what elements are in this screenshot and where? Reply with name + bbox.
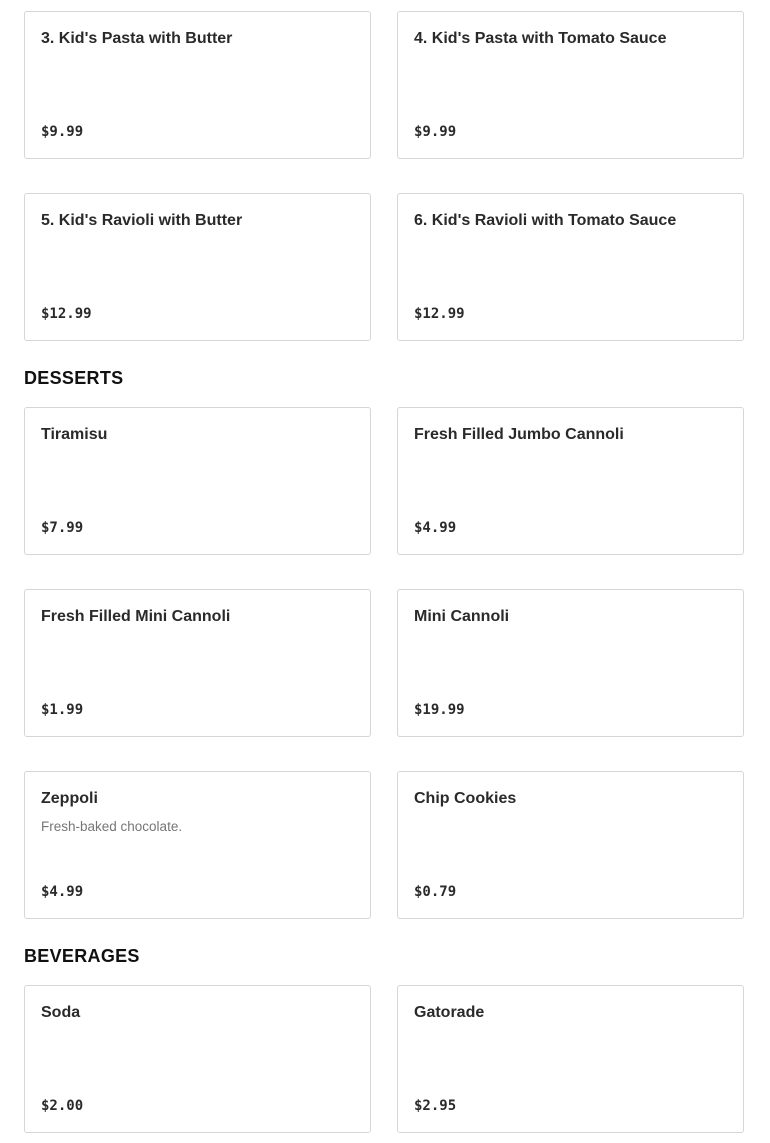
- menu-item-card[interactable]: [24, 985, 371, 1133]
- menu-item-description: Fresh-baked chocolate.: [41, 819, 183, 834]
- menu-item-price: $1.99: [41, 702, 84, 718]
- menu-item-name: 3. Kid's Pasta with Butter: [41, 30, 233, 47]
- menu-item-price: $9.99: [41, 124, 84, 140]
- menu-item-price: $0.79: [414, 884, 457, 900]
- menu-item-card[interactable]: [397, 589, 744, 737]
- menu-item-name: Chip Cookies: [414, 790, 517, 807]
- menu-item-name: 4. Kid's Pasta with Tomato Sauce: [414, 30, 667, 47]
- menu-item-name: Tiramisu: [41, 426, 108, 443]
- menu-item-price: $4.99: [414, 520, 457, 536]
- menu-item-card[interactable]: [24, 589, 371, 737]
- menu-item-name: Mini Cannoli: [414, 608, 510, 625]
- menu-item-card[interactable]: [24, 771, 371, 919]
- menu-item-price: $2.00: [41, 1098, 84, 1114]
- menu-item-name: Fresh Filled Jumbo Cannoli: [414, 426, 624, 443]
- menu-item-name: 5. Kid's Ravioli with Butter: [41, 212, 243, 229]
- section-title-beverages: BEVERAGES: [24, 946, 140, 966]
- menu-item-card[interactable]: [24, 193, 371, 341]
- menu-item-price: $12.99: [414, 306, 465, 322]
- menu-item-name: Soda: [41, 1004, 81, 1021]
- menu-item-name: Gatorade: [414, 1004, 485, 1021]
- menu-item-card[interactable]: [397, 985, 744, 1133]
- menu-item-price: $4.99: [41, 884, 84, 900]
- menu-item-card[interactable]: [397, 11, 744, 159]
- menu-item-card[interactable]: [24, 407, 371, 555]
- menu-item-price: $12.99: [41, 306, 92, 322]
- section-title-desserts: DESSERTS: [24, 368, 124, 388]
- menu-item-name: Fresh Filled Mini Cannoli: [41, 608, 231, 625]
- menu-item-price: $9.99: [414, 124, 457, 140]
- menu-item-price: $2.95: [414, 1098, 457, 1114]
- menu-item-name: Zeppoli: [41, 790, 98, 807]
- menu-item-name: 6. Kid's Ravioli with Tomato Sauce: [414, 212, 677, 229]
- menu-item-price: $19.99: [414, 702, 465, 718]
- menu-item-card[interactable]: [397, 771, 744, 919]
- menu-item-price: $7.99: [41, 520, 84, 536]
- menu-item-card[interactable]: [397, 407, 744, 555]
- menu-item-card[interactable]: [24, 11, 371, 159]
- menu-item-card[interactable]: [397, 193, 744, 341]
